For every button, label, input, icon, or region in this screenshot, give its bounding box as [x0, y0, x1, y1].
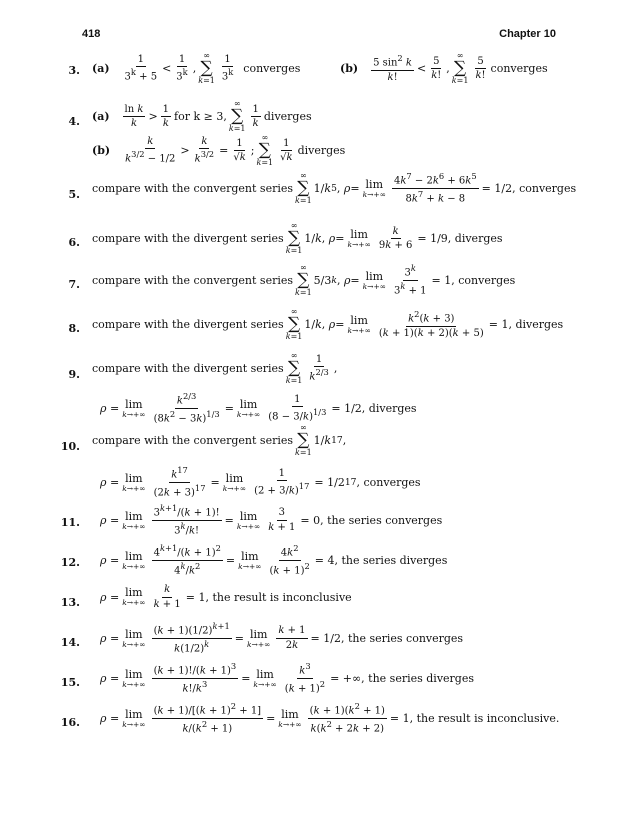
problem-3b: (b) $\frac{5 \sin^2 k}{k!}$ < $\frac{5}{k!}$ , ∞ ∑ k=1 $\frac{5}{k!}$ converges: [340, 51, 548, 85]
problem-4-number: 4.: [68, 115, 80, 128]
problem-text: compare with the convergent series: [92, 182, 294, 195]
problem-7-number: 7.: [68, 278, 80, 291]
result-text: converges: [490, 62, 548, 75]
problem-9-limit: ρ = lim k→+∞ $\frac{k^{2/3}}{(8k^2 - 3k)^{1/3}}$ = lim k→+∞ $\frac{1}{(8 - 3/k)^{1/3}}$ = 1/2, diverges: [100, 391, 417, 425]
result-text: = 1/2, converges: [481, 182, 577, 195]
problem-12-number: 12.: [60, 556, 80, 569]
problem-text: compare with the divergent series: [92, 362, 284, 375]
problem-text: compare with the convergent series: [92, 274, 294, 287]
result-text: diverges: [263, 110, 312, 123]
problem-text: compare with the divergent series: [92, 318, 284, 331]
result-text: = 1, the result is inconclusive.: [389, 711, 560, 725]
result-text: = 1, diverges: [488, 318, 564, 331]
problem-9: compare with the divergent series ∞ ∑ k=1 $\frac{1}{k^{2/3}}$ ,: [92, 351, 338, 385]
result-text: diverges: [297, 144, 346, 157]
problem-text: compare with the convergent series: [92, 434, 294, 447]
problem-11-number: 11.: [60, 516, 80, 529]
problem-8-number: 8.: [68, 322, 80, 335]
problem-16-number: 16.: [60, 716, 80, 729]
result-text: = 4, the series diverges: [314, 553, 448, 567]
condition-text: for k ≥ 3,: [174, 110, 227, 123]
result-text: = 1, the result is inconclusive: [185, 590, 352, 604]
part-b-label: (b): [92, 144, 111, 157]
problem-10-number: 10.: [60, 440, 80, 453]
problem-15-number: 15.: [60, 676, 80, 689]
result-text: = 1, converges: [431, 274, 516, 287]
result-text: = 0, the series converges: [300, 513, 443, 527]
result-text: converges: [363, 475, 421, 489]
result-text: = +∞, the series diverges: [330, 671, 474, 685]
problem-9-number: 9.: [68, 368, 80, 381]
problem-3-number: 3.: [68, 64, 80, 77]
problem-10-limit: ρ = lim k→+∞ $\frac{k^{17}}{(2k + 3)^{17}}$ = lim k→+∞ $\frac{1}{(2 + 3/k)^{17}}$ = 1/2 17 , converges: [100, 465, 421, 499]
chapter-title: Chapter 10: [499, 28, 556, 40]
problem-13: ρ = lim k→+∞ $\frac{k}{k + 1}$ = 1, the result is inconclusive: [100, 584, 352, 610]
result-text: = 1/2, the series converges: [310, 631, 464, 645]
problem-12: ρ = lim k→+∞ $\frac{4^{k+1}/(k + 1)^2}{4^k/k^2}$ = lim k→+∞ $\frac{4k^2}{(k + 1)^2}$ = 4, the series diverges: [100, 543, 448, 577]
part-a-label: (a): [92, 110, 110, 123]
part-a-label: (a): [92, 62, 110, 75]
problem-7: compare with the convergent series ∞ ∑ k=1 5/3 k , ρ = lim k→+∞ $\frac{3^k}{3^k + 1}$ = 1, converges: [92, 263, 516, 297]
problem-4b: (b) $\frac{k}{k^{3/2} - 1/2}$ > $\frac{k}{k^{3/2}}$ = $\frac{1}{√k}$ ; ∞ ∑ k=1 $\frac{1}{√k}$ diverges: [92, 133, 346, 167]
page-number: 418: [82, 28, 101, 40]
result-text: = 1/9, diverges: [417, 232, 503, 245]
problem-6: compare with the divergent series ∞ ∑ k=1 1/ k , ρ = lim k→+∞ $\frac{k}{9k + 6}$ = 1/9, diverges: [92, 221, 503, 255]
problem-13-number: 13.: [60, 596, 80, 609]
problem-6-number: 6.: [68, 236, 80, 249]
problem-11: ρ = lim k→+∞ $\frac{3^{k+1}/(k + 1)!}{3^k/k!}$ = lim k→+∞ $\frac{3}{k + 1}$ = 0, the series converges: [100, 503, 443, 537]
problem-10: compare with the convergent series ∞ ∑ k=1 1/ k 17 ,: [92, 423, 347, 457]
problem-3a: (a) $\frac{1}{3^k + 5}$ < $\frac{1}{3^k}$ , ∞ ∑ k=1 $\frac{1}{3^k}$ converges: [92, 51, 301, 85]
problem-8: compare with the divergent series ∞ ∑ k=1 1/ k , ρ = lim k→+∞ $\frac{k^2(k + 3)}{(k + 1)(k + 2)(k + 5)}$ = 1, diverges: [92, 307, 564, 341]
problem-14: ρ = lim k→+∞ $\frac{(k + 1)(1/2)^{k+1}}{k(1/2)^k}$ = lim k→+∞ $\frac{k + 1}{2k}$ = 1/2, the series converges: [100, 621, 464, 655]
problem-4a: (a) $\frac{\text{ln k}}{k}$ > $\frac{1}{k}$ for k ≥ 3, ∞ ∑ k=1 $\frac{1}{k}$ diverges: [92, 99, 312, 133]
result-text: converges: [243, 62, 301, 75]
problem-16: ρ = lim k→+∞ $\frac{(k + 1)/[(k + 1)^2 + 1]}{k/(k^2 + 1)}$ = lim k→+∞ $\frac{(k + 1)(k^2 + 1)}{k(k^2 + 2k + 2)}$ = 1, the result is inconclusive.: [100, 701, 560, 735]
problem-text: compare with the divergent series: [92, 232, 284, 245]
problem-5-number: 5.: [68, 188, 80, 201]
problem-5: compare with the convergent series ∞ ∑ k=1 1/ k 5 , ρ = lim k→+∞ $\frac{4k^7 - 2k^6 + 6k^5}{8k^7 + k - 8}$ = 1/2, converges: [92, 171, 577, 205]
problem-15: ρ = lim k→+∞ $\frac{(k + 1)!/(k + 1)^3}{k!/k^3}$ = lim k→+∞ $\frac{k^3}{(k + 1)^2}$ = +∞, the series diverges: [100, 661, 474, 695]
part-b-label: (b): [340, 62, 359, 75]
problem-14-number: 14.: [60, 636, 80, 649]
result-text: = 1/2, diverges: [331, 401, 417, 415]
